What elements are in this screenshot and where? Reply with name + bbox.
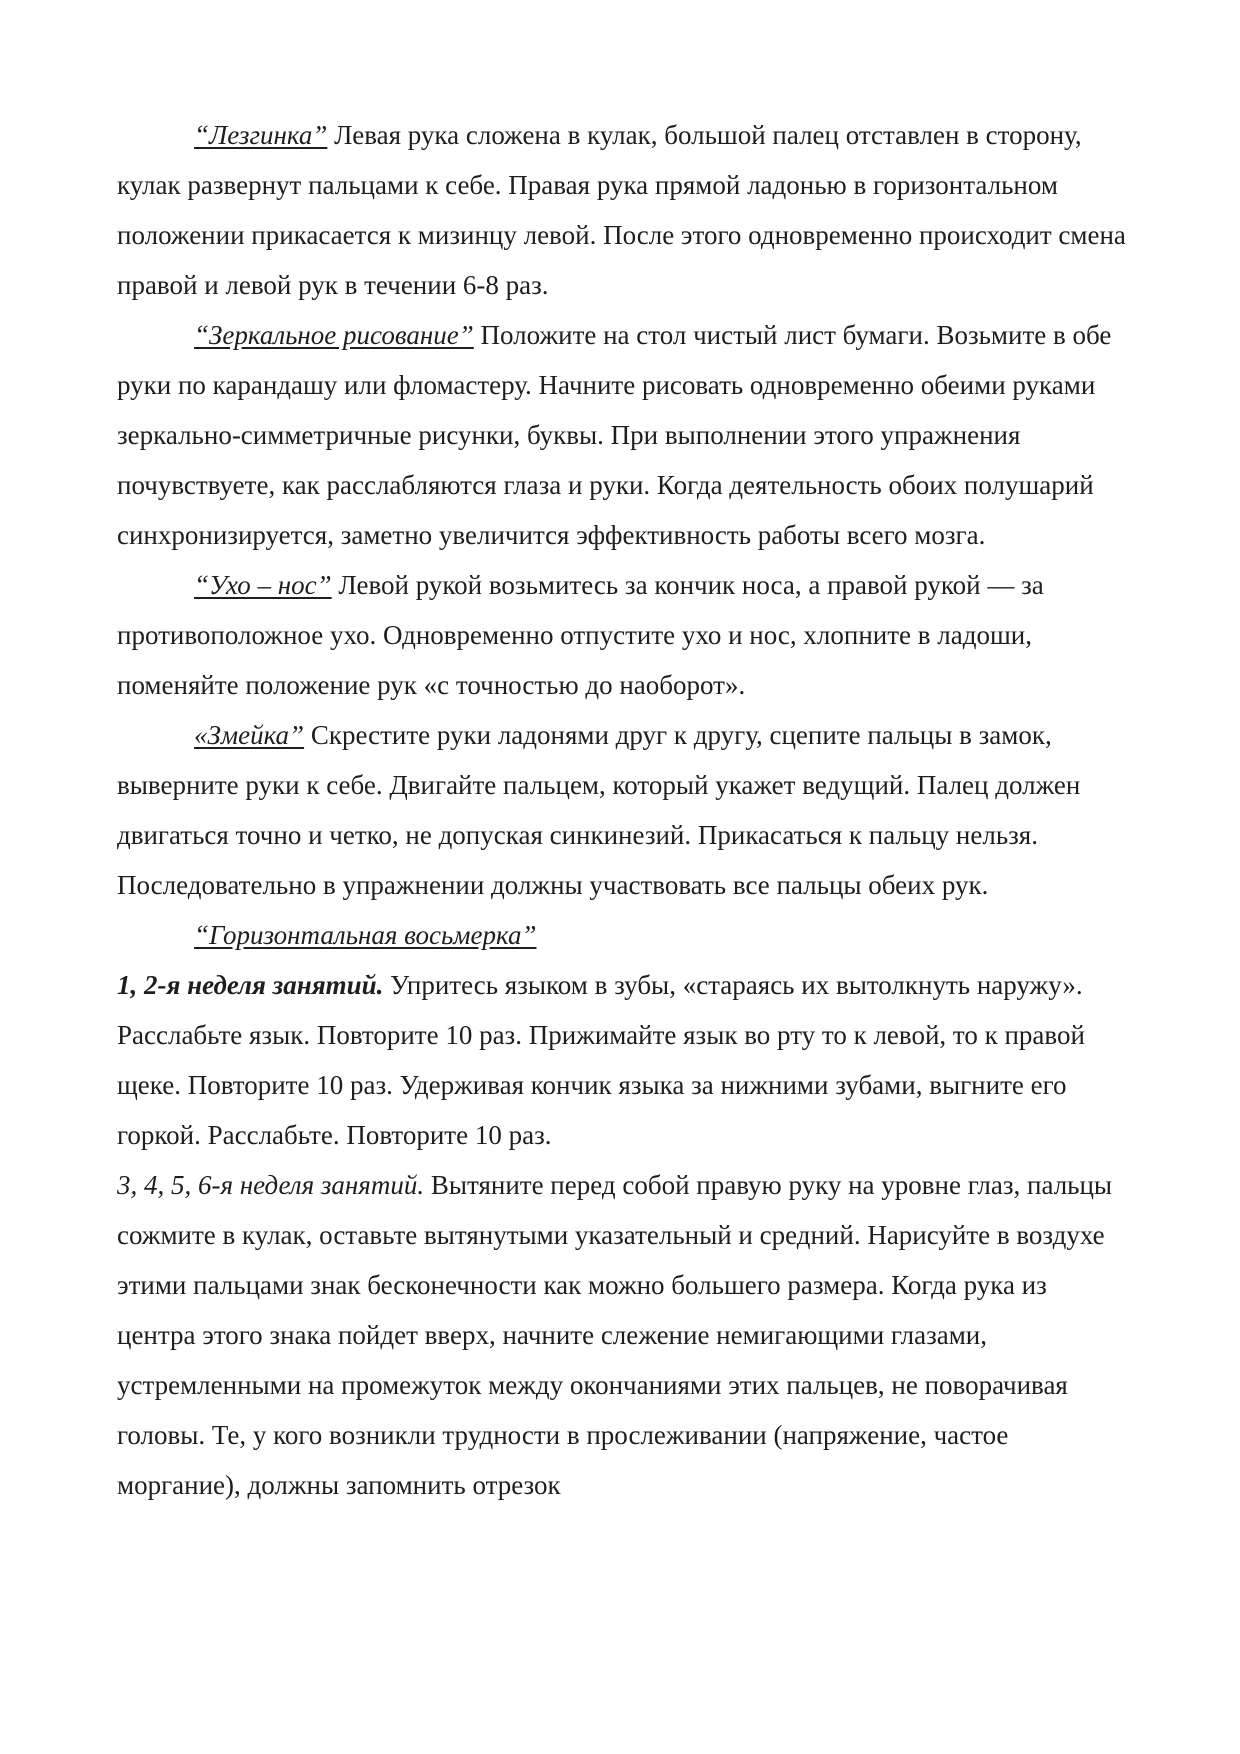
paragraph-week-1-2 bbox=[117, 960, 1127, 1160]
exercise-text-snake: Скрестите руки ладонями друг к другу, сцепите пальцы в замок, выверните руки к себе. Двигайте пальцем, который укажет ведущий. Палец должен двигаться точно и четко, не допуская синкинезий. Прикасаться к пальцу нельзя. Последовательно в упражнении должны участвовать все пальцы обеих рук. bbox=[117, 720, 1081, 900]
week-text-1-2: Упритесь языком в зубы, «стараясь их вытолкнуть наружу». Расслабьте язык. Повторите 10 раз. Прижимайте язык во рту то к левой, то к правой щеке. Повторите 10 раз. Удерживая кончик языка за нижними зубами, выгните его горкой. Расслабьте. Повторите 10 раз. bbox=[117, 970, 1085, 1150]
document-body bbox=[117, 110, 1127, 1510]
exercise-title-snake: «Змейка” bbox=[194, 720, 305, 750]
paragraph-snake bbox=[117, 710, 1127, 910]
exercise-title-ear-nose: “Ухо – нос” bbox=[194, 570, 332, 600]
week-label-3-6: 3, 4, 5, 6-я неделя занятий. bbox=[117, 1170, 425, 1200]
paragraph-mirror-drawing bbox=[117, 310, 1127, 560]
exercise-text-mirror-drawing: Положите на стол чистый лист бумаги. Возьмите в обе руки по карандашу или фломастеру. Начните рисовать одновременно обеими руками зеркально-симметричные рисунки, буквы. При выполнении этого упражнения почувствуете, как расслабляются глаза и руки. Когда деятельность обоих полушарий синхронизируется, заметно увеличится эффективность работы всего мозга. bbox=[117, 320, 1112, 550]
paragraph-week-3-6 bbox=[117, 1160, 1127, 1510]
exercise-text-lezginka: Левая рука сложена в кулак, большой палец отставлен в сторону, кулак развернут пальцами к себе. Правая рука прямой ладонью в горизонтальном положении прикасается к мизинцу левой. После этого одновременно происходит смена правой и левой рук в течении 6-8 раз. bbox=[117, 120, 1126, 300]
paragraph-horizontal-eight bbox=[117, 910, 1127, 960]
exercise-text-ear-nose: Левой рукой возьмитесь за кончик носа, а правой рукой — за противоположное ухо. Одновременно отпустите ухо и нос, хлопните в ладоши, поменяйте положение рук «с точностью до наоборот». bbox=[117, 570, 1044, 700]
week-label-1-2: 1, 2-я неделя занятий. bbox=[117, 970, 384, 1000]
paragraph-ear-nose bbox=[117, 560, 1127, 710]
exercise-title-horizontal-eight: “Горизонтальная восьмерка” bbox=[194, 920, 537, 950]
paragraph-lezginka bbox=[117, 110, 1127, 310]
week-text-3-6: Вытяните перед собой правую руку на уровне глаз, пальцы сожмите в кулак, оставьте вытянутыми указательный и средний. Нарисуйте в воздухе этими пальцами знак бесконечности как можно большего размера. Когда рука из центра этого знака пойдет вверх, начните слежение немигающими глазами, устремленными на промежуток между окончаниями этих пальцев, не поворачивая головы. Те, у кого возникли трудности в прослеживании (напряжение, частое моргание), должны запомнить отрезок bbox=[117, 1170, 1113, 1500]
exercise-title-mirror-drawing: “Зеркальное рисование” bbox=[194, 320, 474, 350]
exercise-title-lezginka: “Лезгинка” bbox=[194, 120, 328, 150]
